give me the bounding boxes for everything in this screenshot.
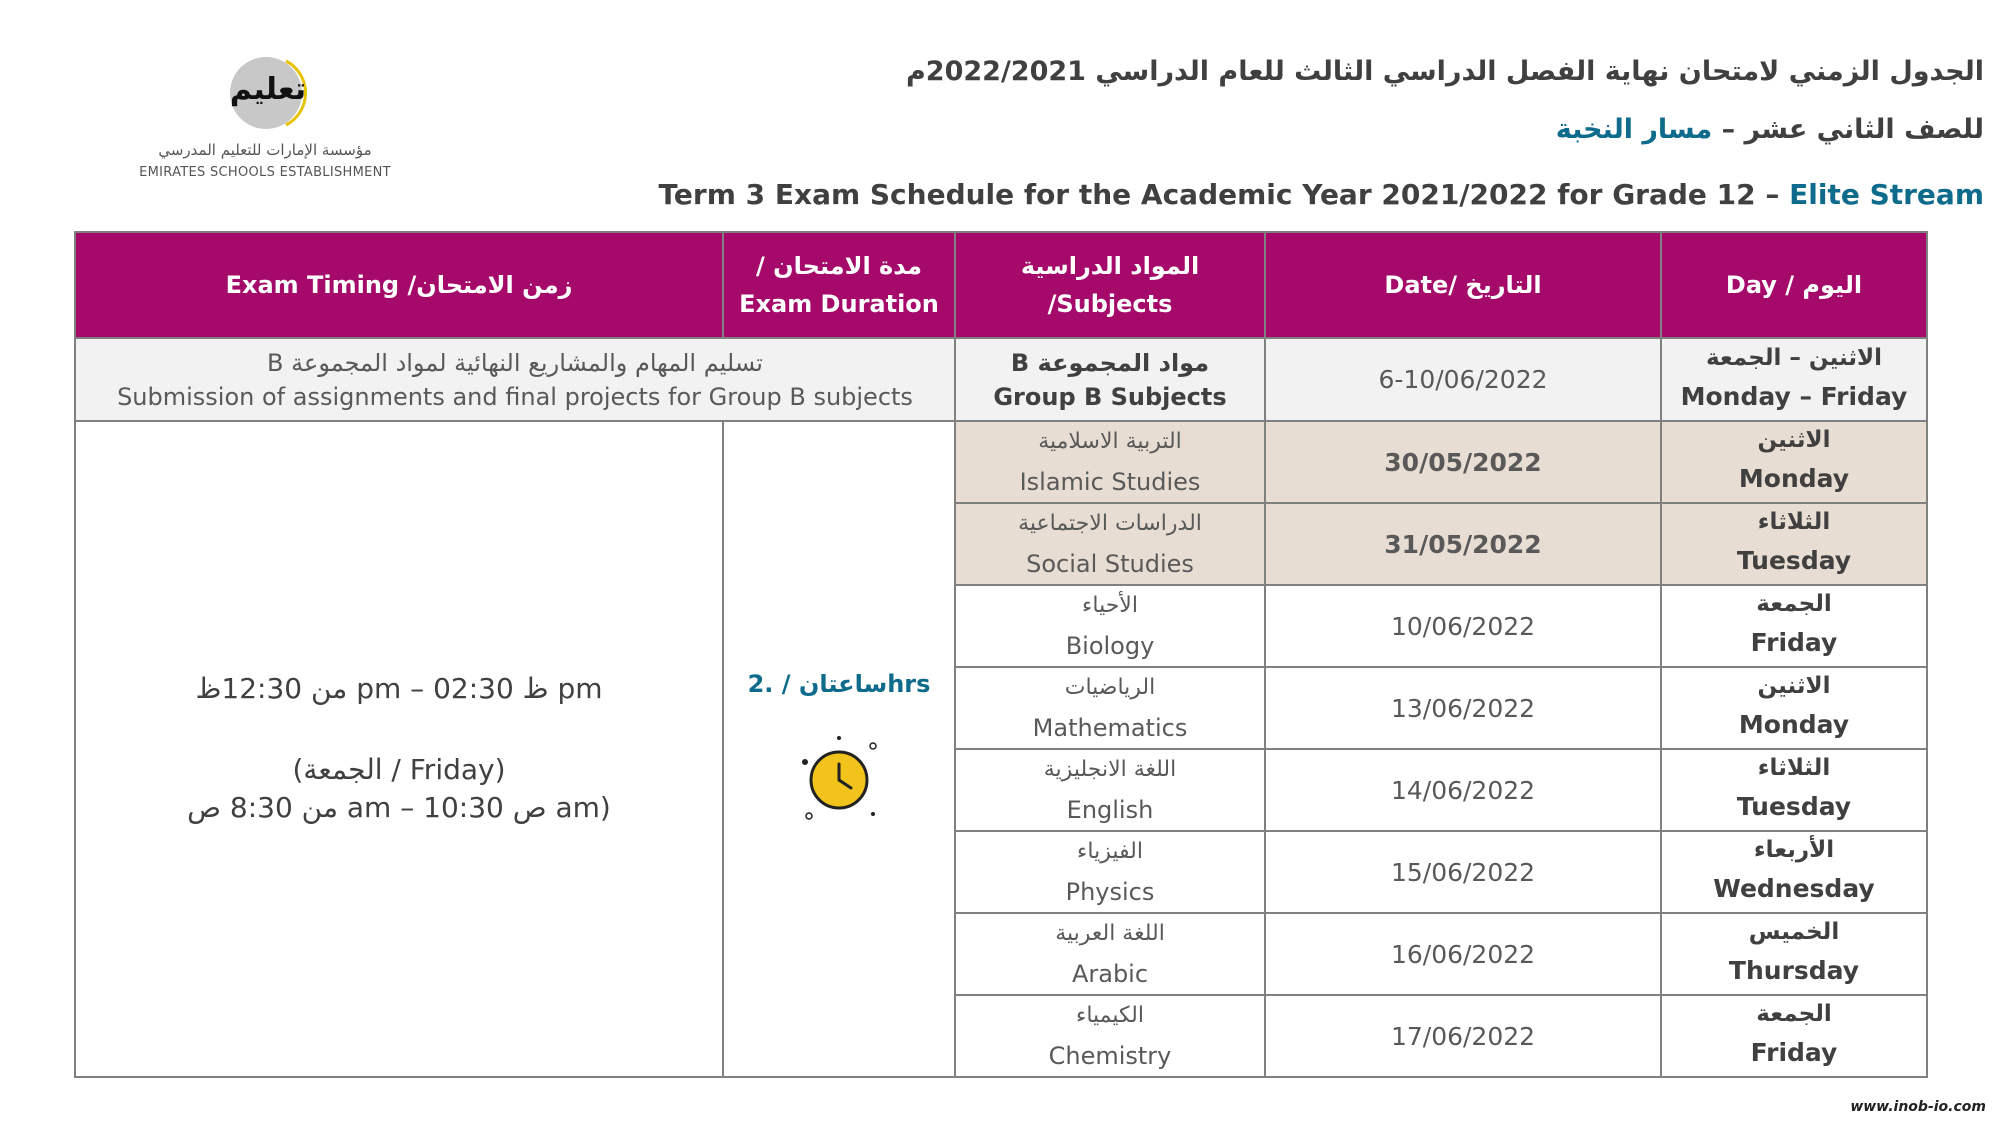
date-cell: 10/06/2022 (1265, 585, 1661, 667)
title-en-prefix: Term 3 Exam Schedule for the Academic Year 2021/2022 for Grade 12 – (658, 178, 1790, 211)
subject-en: Biology (1065, 632, 1155, 660)
day-ar: الجمعة (1756, 591, 1832, 617)
timing-line-2: (الجمعة / Friday) (292, 752, 506, 786)
table-row (75, 421, 1927, 503)
day-ar: الثلاثاء (1757, 509, 1831, 535)
duration-value: ساعتان / .2hrs (747, 670, 931, 698)
logo-mark-icon (228, 53, 308, 133)
subject-ar: الفيزياء (1077, 839, 1143, 864)
date-cell: 14/06/2022 (1265, 749, 1661, 831)
group-b-description (75, 338, 955, 421)
day-cell (1661, 503, 1927, 585)
group-b-day-ar: الاثنين – الجمعة (1705, 344, 1883, 371)
subtitle-ar-prefix: للصف الثاني عشر – (1712, 114, 1984, 145)
subject-cell (955, 749, 1265, 831)
subject-cell (955, 585, 1265, 667)
day-en: Thursday (1728, 956, 1860, 985)
subject-cell (955, 667, 1265, 749)
exam-schedule-table (74, 231, 1928, 1078)
day-ar: الخميس (1748, 919, 1840, 945)
day-cell (1661, 831, 1927, 913)
group-b-date: 6-10/06/2022 (1265, 338, 1661, 421)
date-cell: 17/06/2022 (1265, 995, 1661, 1077)
subject-en: Arabic (1071, 960, 1149, 988)
subject-en: Chemistry (1048, 1042, 1172, 1070)
subject-cell (955, 831, 1265, 913)
day-en: Wednesday (1713, 874, 1875, 903)
group-b-text-ar: تسليم المهام والمشاريع النهائية لمواد المجموعة B (267, 348, 763, 377)
date-cell: 15/06/2022 (1265, 831, 1661, 913)
header-subjects (955, 232, 1265, 338)
subject-cell (955, 421, 1265, 503)
group-b-day-en: Monday – Friday (1680, 381, 1908, 411)
day-en: Monday (1738, 710, 1850, 739)
day-en: Friday (1750, 628, 1838, 657)
page-subtitle-ar (1556, 114, 1984, 145)
subject-cell (955, 995, 1265, 1077)
subtitle-ar-accent: مسار النخبة (1555, 114, 1713, 145)
date-cell: 13/06/2022 (1265, 667, 1661, 749)
page-title-ar: الجدول الزمني لامتحان نهاية الفصل الدراسي الثالث للعام الدراسي 2022/2021م (906, 56, 1984, 87)
title-en-accent: Elite Stream (1789, 178, 1984, 211)
group-b-subject-en: Group B Subjects (993, 382, 1227, 411)
subject-en: Social Studies (1026, 550, 1194, 578)
day-cell (1661, 585, 1927, 667)
footer-site[interactable]: www.inob-io.com (1850, 1099, 1986, 1115)
header-timing: Exam Timing /زمن الامتحان (75, 232, 723, 338)
header-day: Day / اليوم (1661, 232, 1927, 338)
logo (130, 45, 410, 190)
timing-line-1: من 12:30ظ pm – 02:30 ظ pm (195, 671, 603, 705)
date-cell: 31/05/2022 (1265, 503, 1661, 585)
table-row-group-b (75, 338, 1927, 421)
logo-org-en: EMIRATES SCHOOLS ESTABLISHMENT (139, 165, 391, 180)
day-en: Monday (1738, 464, 1850, 493)
subject-cell (955, 913, 1265, 995)
logo-org-ar: مؤسسة الإمارات للتعليم المدرسي (158, 141, 372, 159)
day-cell (1661, 667, 1927, 749)
group-b-subject-ar: مواد المجموعة B (1010, 348, 1210, 377)
day-ar: الاثنين (1757, 673, 1831, 699)
subject-ar: اللغة العربية (1055, 921, 1165, 946)
subject-ar: الكيمياء (1075, 1003, 1144, 1028)
subject-ar: اللغة الانجليزية (1043, 757, 1177, 782)
subject-ar: الأحياء (1082, 593, 1138, 618)
header-duration-en: Exam Duration (739, 290, 939, 318)
subject-en: Mathematics (1032, 714, 1188, 742)
timing-line-3: من 8:30 ص am – 10:30 ص am) (187, 790, 611, 824)
group-b-day (1661, 338, 1927, 421)
logo-mark-text: تعليم (229, 72, 307, 107)
day-en: Friday (1750, 1038, 1838, 1067)
day-ar: الأربعاء (1753, 837, 1835, 863)
day-en: Tuesday (1736, 546, 1852, 575)
day-cell (1661, 913, 1927, 995)
group-b-text-en: Submission of assignments and final projects for Group B subjects (117, 382, 913, 411)
header-subjects-ar: المواد الدراسية (1020, 252, 1200, 280)
day-ar: الاثنين (1757, 427, 1831, 453)
header-duration (723, 232, 955, 338)
page-title-en (659, 178, 1984, 211)
day-ar: الجمعة (1756, 1001, 1832, 1027)
subject-en: Physics (1065, 878, 1155, 906)
day-cell (1661, 421, 1927, 503)
exam-duration-cell (723, 421, 955, 1077)
day-cell (1661, 995, 1927, 1077)
clock-icon (791, 732, 887, 828)
subject-cell (955, 503, 1265, 585)
subject-en: Islamic Studies (1019, 468, 1201, 496)
group-b-subject (955, 338, 1265, 421)
day-en: Tuesday (1736, 792, 1852, 821)
header-subjects-en: /Subjects (1047, 290, 1173, 318)
date-cell: 16/06/2022 (1265, 913, 1661, 995)
date-cell: 30/05/2022 (1265, 421, 1661, 503)
subject-ar: التربية الاسلامية (1038, 429, 1182, 454)
subject-ar: الرياضيات (1064, 675, 1156, 700)
subject-ar: الدراسات الاجتماعية (1018, 511, 1202, 536)
day-ar: الثلاثاء (1757, 755, 1831, 781)
header-duration-ar: مدة الامتحان / (756, 252, 922, 280)
day-cell (1661, 749, 1927, 831)
subject-en: English (1066, 796, 1154, 824)
table-header-row (75, 232, 1927, 338)
header-date: Date/ التاريخ (1265, 232, 1661, 338)
exam-timing-cell (75, 421, 723, 1077)
